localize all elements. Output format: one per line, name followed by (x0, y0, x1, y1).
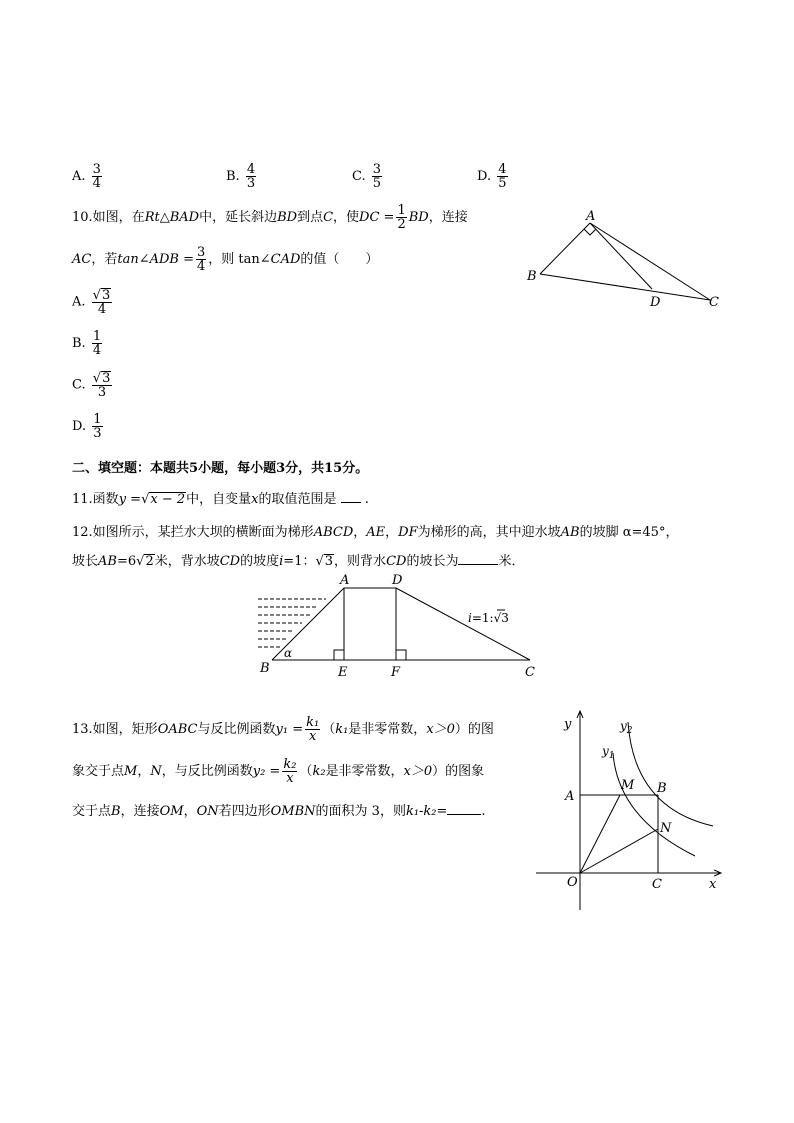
text-fragment: A. (72, 294, 86, 310)
text-fragment: 3 (324, 554, 334, 569)
text-fragment: （ (322, 722, 336, 737)
text-fragment: x (286, 771, 294, 786)
q9-d-fraction (497, 163, 507, 190)
text-fragment: k₁ (306, 715, 320, 730)
q9-option-a (72, 163, 104, 190)
text-fragment: （ (299, 764, 313, 779)
label-c: C (652, 877, 662, 892)
text-fragment: 4 (498, 162, 507, 177)
text-fragment: ，连接 (428, 210, 468, 225)
q11-line: 11.函数y =√x − 2中，自变量x的取值范围是 . (72, 492, 369, 507)
text-fragment: 11.函数 (72, 492, 119, 507)
label-y-axis: y (564, 717, 572, 732)
text-fragment: 中，延长斜边 (199, 210, 278, 225)
label-a: A (586, 209, 596, 224)
text-fragment: B. (226, 169, 240, 184)
q13-line2 (72, 758, 484, 785)
text-fragment: ABCD (313, 525, 354, 540)
text-fragment: 与反比例函数 (197, 722, 276, 737)
text-fragment: 米，背水坡 (154, 554, 220, 569)
label-x-axis: x (709, 877, 717, 892)
q11-answer-blank[interactable] (341, 490, 361, 503)
text-fragment: tan∠ADB = (117, 252, 194, 267)
text-fragment: 中，自变量 (186, 492, 252, 507)
text-fragment: 5 (189, 461, 199, 476)
label-b: B (260, 661, 270, 676)
q12-answer-blank[interactable] (458, 552, 498, 565)
q9-c-fraction (372, 163, 382, 190)
q9-option-d (477, 163, 510, 190)
label-y1 (601, 744, 615, 761)
label-b: B (657, 781, 667, 796)
text-fragment: AE (366, 525, 386, 540)
label-a: A (565, 789, 575, 804)
text-fragment: 的坡脚 α=45°， (579, 525, 679, 540)
label-o: O (567, 875, 578, 890)
text-fragment: 交于点 (72, 804, 112, 819)
text-fragment: 的值（ ） (300, 252, 379, 267)
text-fragment: 是非零常数， (348, 722, 427, 737)
text-fragment: ， (353, 525, 367, 540)
text-fragment: ON (196, 804, 219, 819)
q13-answer-blank[interactable] (447, 802, 481, 815)
text-fragment: 5 (372, 176, 382, 191)
text-fragment: ，若 (91, 252, 118, 267)
text-fragment: ，连接 (120, 804, 160, 819)
text-fragment: Rt△BAD (144, 210, 200, 225)
text-fragment: 10.如图，在 (72, 210, 145, 225)
text-fragment: i (279, 554, 284, 569)
text-fragment: ，则 tan∠ (208, 252, 271, 267)
text-fragment: CAD (270, 252, 301, 267)
text-fragment: 到点 (297, 210, 324, 225)
slope-label: i=1:√3 (468, 611, 509, 625)
text-fragment: 坡长 (72, 554, 99, 569)
text-fragment: ）的图象 (432, 764, 485, 779)
text-fragment: 分，共 (285, 461, 325, 476)
text-fragment: 15 (324, 461, 343, 476)
text-fragment: ，与反比例函数 (161, 764, 253, 779)
text-fragment: k₁-k₂= (405, 804, 448, 819)
text-fragment: 3 (246, 176, 256, 191)
text-fragment: N (150, 764, 162, 779)
text-fragment: k₁ (335, 722, 349, 737)
q10-d-fraction (92, 413, 102, 440)
text-fragment: y (620, 719, 627, 733)
text-fragment: =6 (116, 554, 137, 569)
q13-line1 (72, 716, 494, 743)
q10-b-fraction (92, 330, 102, 357)
text-fragment: 3 (92, 162, 101, 177)
label-y2 (619, 719, 633, 736)
text-fragment: 4 (246, 162, 256, 177)
q13-y2-fraction (282, 758, 297, 785)
text-fragment: ， (385, 525, 399, 540)
q12-line2: 坡长AB=6√2米，背水坡CD的坡度i=1：√3，则背水CD的坡长为 米． (72, 554, 525, 569)
label-m: M (621, 778, 635, 793)
text-fragment: 3 (102, 371, 111, 386)
text-fragment: 1 (93, 412, 102, 427)
text-fragment: C. (72, 377, 86, 393)
q10-tan-fraction (196, 246, 206, 273)
text-fragment: 1 (397, 203, 406, 218)
label-b: B (527, 269, 537, 284)
q9-b-fraction (246, 163, 256, 190)
text-fragment: 2 (626, 726, 633, 736)
text-fragment: x (308, 729, 317, 744)
label-c: C (525, 665, 535, 680)
text-fragment: 4 (197, 259, 206, 274)
text-fragment: OABC (157, 722, 198, 737)
q10-option-b (72, 330, 104, 357)
text-fragment: 5 (498, 176, 507, 191)
q13-line3 (72, 800, 486, 819)
text-fragment: M (124, 764, 138, 779)
text-fragment: i (468, 611, 472, 625)
text-fragment: . (481, 804, 486, 819)
text-fragment: 的取值范围是 (258, 492, 337, 507)
text-fragment: x − 2 (150, 492, 186, 507)
text-fragment: OM (159, 804, 184, 819)
text-fragment: ， (183, 804, 197, 819)
label-d: D (392, 573, 403, 588)
text-fragment: 是非零常数， (325, 764, 404, 779)
text-fragment: 4 (97, 302, 107, 317)
text-fragment: 4 (92, 343, 102, 358)
label-a: A (340, 573, 350, 588)
q10-half-fraction (396, 204, 406, 231)
text-fragment: 若四边形 (218, 804, 271, 819)
text-fragment: DC = (359, 210, 395, 225)
text-fragment: k₂ (312, 764, 326, 779)
text-fragment: x (251, 492, 259, 507)
text-fragment: 3 (501, 611, 509, 625)
text-fragment: y₂ = (252, 764, 281, 779)
q10-line2 (72, 246, 378, 273)
text-fragment: ，使 (333, 210, 360, 225)
text-fragment: 1 (92, 329, 102, 344)
text-fragment: . (364, 492, 369, 507)
text-fragment: AC (72, 252, 92, 267)
label-alpha: α (284, 646, 293, 660)
text-fragment: 3 (93, 426, 102, 441)
q10-triangle-figure (520, 205, 730, 315)
text-fragment: CD (386, 554, 407, 569)
q10-line1 (72, 204, 468, 231)
text-fragment: B. (72, 336, 86, 351)
q12-dam-figure (250, 572, 550, 682)
text-fragment: D. (72, 419, 87, 434)
label-c: C (709, 295, 719, 310)
text-fragment: y = (118, 492, 142, 507)
text-fragment: 3 (276, 461, 286, 476)
text-fragment: CD (219, 554, 241, 569)
text-fragment: OMBN (270, 804, 316, 819)
text-fragment: 的坡长为 (406, 554, 459, 569)
text-fragment: 二、填空题：本题共 (72, 461, 190, 476)
text-fragment: 12.如图所示，某拦水大坝的横断面为梯形 (72, 525, 314, 540)
text-fragment: k₂ (283, 757, 297, 772)
q12-line1 (72, 521, 678, 540)
text-fragment: 分。 (342, 461, 369, 476)
text-fragment: 为梯形的高，其中迎水坡 (417, 525, 561, 540)
text-fragment: =1： (283, 554, 316, 569)
text-fragment: 13.如图，矩形 (72, 722, 158, 737)
label-d: D (650, 295, 661, 310)
q9-a-fraction (92, 163, 102, 190)
q10-a-fraction: $\frac{√3}{4}$ (92, 288, 111, 317)
q13-y1-fraction (305, 716, 320, 743)
text-fragment: =1: (471, 611, 494, 625)
text-fragment: y (602, 744, 609, 758)
text-fragment: 4 (92, 176, 101, 191)
text-fragment: B (111, 804, 121, 819)
text-fragment: y₁ = (275, 722, 304, 737)
text-fragment: x＞0 (426, 722, 455, 737)
text-fragment: A. (72, 169, 86, 184)
text-fragment: AB (560, 525, 580, 540)
text-fragment: 象交于点 (72, 764, 125, 779)
text-fragment: 的坡度 (240, 554, 280, 569)
text-fragment: 3 (101, 288, 111, 303)
label-n: N (660, 821, 672, 836)
text-fragment: 1 (608, 751, 615, 761)
q9-option-c (352, 163, 384, 190)
text-fragment: BD (277, 210, 298, 225)
text-fragment: 3 (97, 385, 107, 400)
text-fragment: ，则背水 (334, 554, 387, 569)
q10-option-a (72, 288, 114, 316)
text-fragment: 2 (145, 554, 154, 569)
text-fragment: 3 (372, 162, 382, 177)
q10-option-d (72, 413, 105, 440)
q9-option-b (226, 163, 258, 190)
text-fragment: DF (398, 525, 418, 540)
text-fragment: C. (352, 169, 366, 184)
section-2-header (72, 457, 368, 476)
label-e: E (338, 665, 348, 680)
q10-c-fraction: $\frac{√3}{3}$ (92, 371, 111, 400)
text-fragment: 2 (397, 217, 406, 232)
text-fragment: 米． (498, 554, 525, 569)
text-fragment: 小题，每小题 (198, 461, 277, 476)
text-fragment: 的面积为 3，则 (315, 804, 406, 819)
q13-graph-figure (530, 708, 730, 918)
text-fragment: 3 (197, 245, 206, 260)
text-fragment: D. (477, 169, 492, 184)
q10-option-c (72, 371, 114, 399)
text-fragment: ， (137, 764, 151, 779)
text-fragment: C (323, 210, 334, 225)
label-f: F (391, 665, 401, 680)
text-fragment: AB (98, 554, 117, 569)
text-fragment: ）的图 (454, 722, 494, 737)
text-fragment: x＞0 (403, 764, 433, 779)
text-fragment: BD (408, 210, 429, 225)
